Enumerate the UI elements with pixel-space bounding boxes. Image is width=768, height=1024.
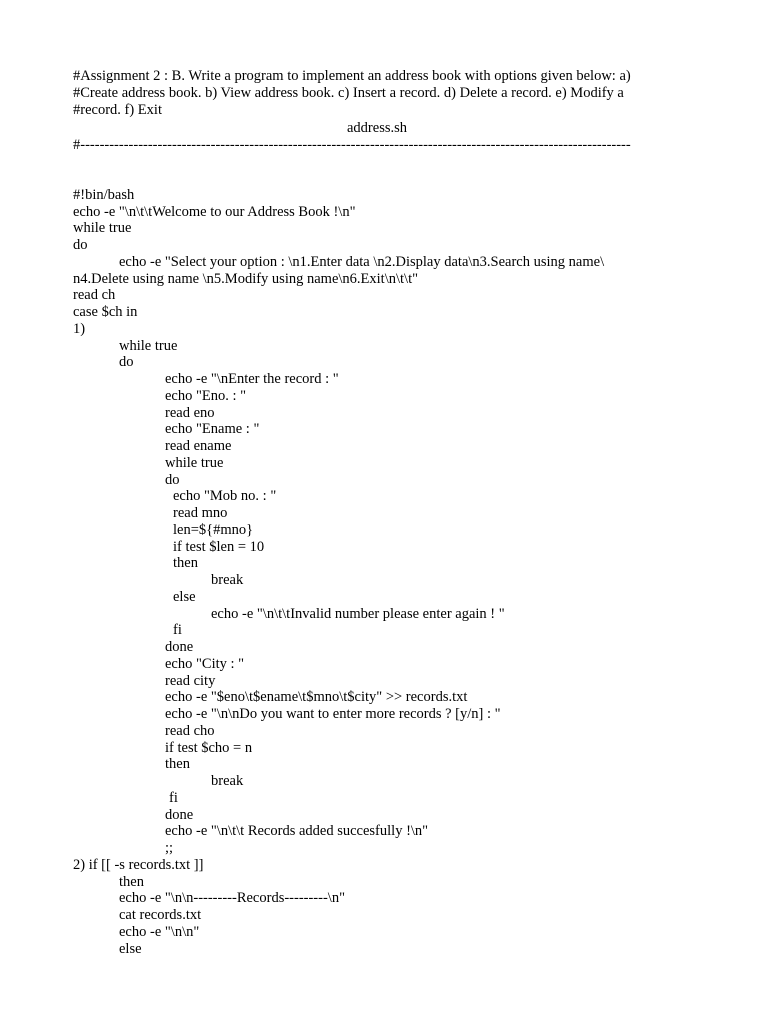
code-line: read ch xyxy=(73,287,116,304)
code-line: echo -e "\n\n---------Records---------\n" xyxy=(119,890,345,907)
code-line: read eno xyxy=(165,404,215,421)
code-line: echo "Ename : " xyxy=(165,421,260,438)
code-line: do xyxy=(165,471,180,488)
code-line: break xyxy=(211,572,244,588)
code-line: echo -e "\n\t\tWelcome to our Address Book !\n" xyxy=(73,203,356,220)
code-line: while true xyxy=(119,337,178,354)
code-line: echo "Mob no. : " xyxy=(173,488,277,505)
code-line: else xyxy=(119,940,142,957)
code-line: done xyxy=(165,806,194,823)
code-line: fi xyxy=(173,622,182,639)
code-line: ;; xyxy=(165,840,174,856)
comment-divider: #------------------------------------------------------------------------------------------------------------------ xyxy=(73,137,631,153)
code-line: n4.Delete using name \n5.Modify using name\n6.Exit\n\t\t" xyxy=(73,270,419,287)
code-line: echo -e "Select your option : \n1.Enter data \n2.Display data\n3.Search using name\ xyxy=(119,253,605,270)
code-line: echo -e "\n\n" xyxy=(119,923,200,940)
code-line: then xyxy=(165,756,190,773)
code-line: echo -e "\n\nDo you want to enter more records ? [y/n] : " xyxy=(165,706,501,722)
code-line: case $ch in xyxy=(73,304,138,320)
header-line: #Create address book. b) View address book. c) Insert a record. d) Delete a record. e) Modify a xyxy=(73,85,624,101)
code-line: if test $cho = n xyxy=(165,739,253,756)
code-listing xyxy=(73,170,713,957)
code-line: fi xyxy=(169,789,178,806)
code-line: done xyxy=(165,639,194,655)
code-line: echo -e "$eno\t$ename\t$mno\t$city" >> records.txt xyxy=(165,689,468,706)
code-line: #!bin/bash xyxy=(73,186,135,203)
code-line: if test $len = 10 xyxy=(173,538,265,555)
code-line: echo -e "\nEnter the record : " xyxy=(165,371,339,387)
code-line: while true xyxy=(165,454,224,471)
code-line: echo "Eno. : " xyxy=(165,387,247,404)
file-name-title: address.sh xyxy=(347,120,408,136)
assignment-header xyxy=(73,68,693,119)
code-line: while true xyxy=(73,220,132,237)
code-line: do xyxy=(119,354,134,371)
code-line: then xyxy=(119,873,144,890)
code-line xyxy=(73,170,713,187)
code-line: read mno xyxy=(173,505,228,521)
code-line: do xyxy=(73,237,88,253)
code-line: cat records.txt xyxy=(119,907,202,923)
header-line: #Assignment 2 : B. Write a program to implement an address book with options given below: a) xyxy=(73,68,631,84)
code-line: echo "City : " xyxy=(165,655,245,672)
code-line: then xyxy=(173,555,198,572)
code-line: echo -e "\n\t\tInvalid number please enter again ! " xyxy=(211,605,505,622)
code-line: 2) if [[ -s records.txt ]] xyxy=(73,856,204,873)
header-line: #record. f) Exit xyxy=(73,102,162,118)
code-line: break xyxy=(211,773,244,789)
code-line: read cho xyxy=(165,722,215,739)
code-line: else xyxy=(173,588,196,605)
code-line: len=${#mno} xyxy=(173,521,254,538)
code-line: 1) xyxy=(73,320,86,337)
code-line: read ename xyxy=(165,438,232,454)
code-line: echo -e "\n\t\t Records added succesfully !\n" xyxy=(165,823,429,840)
code-line: read city xyxy=(165,672,216,689)
